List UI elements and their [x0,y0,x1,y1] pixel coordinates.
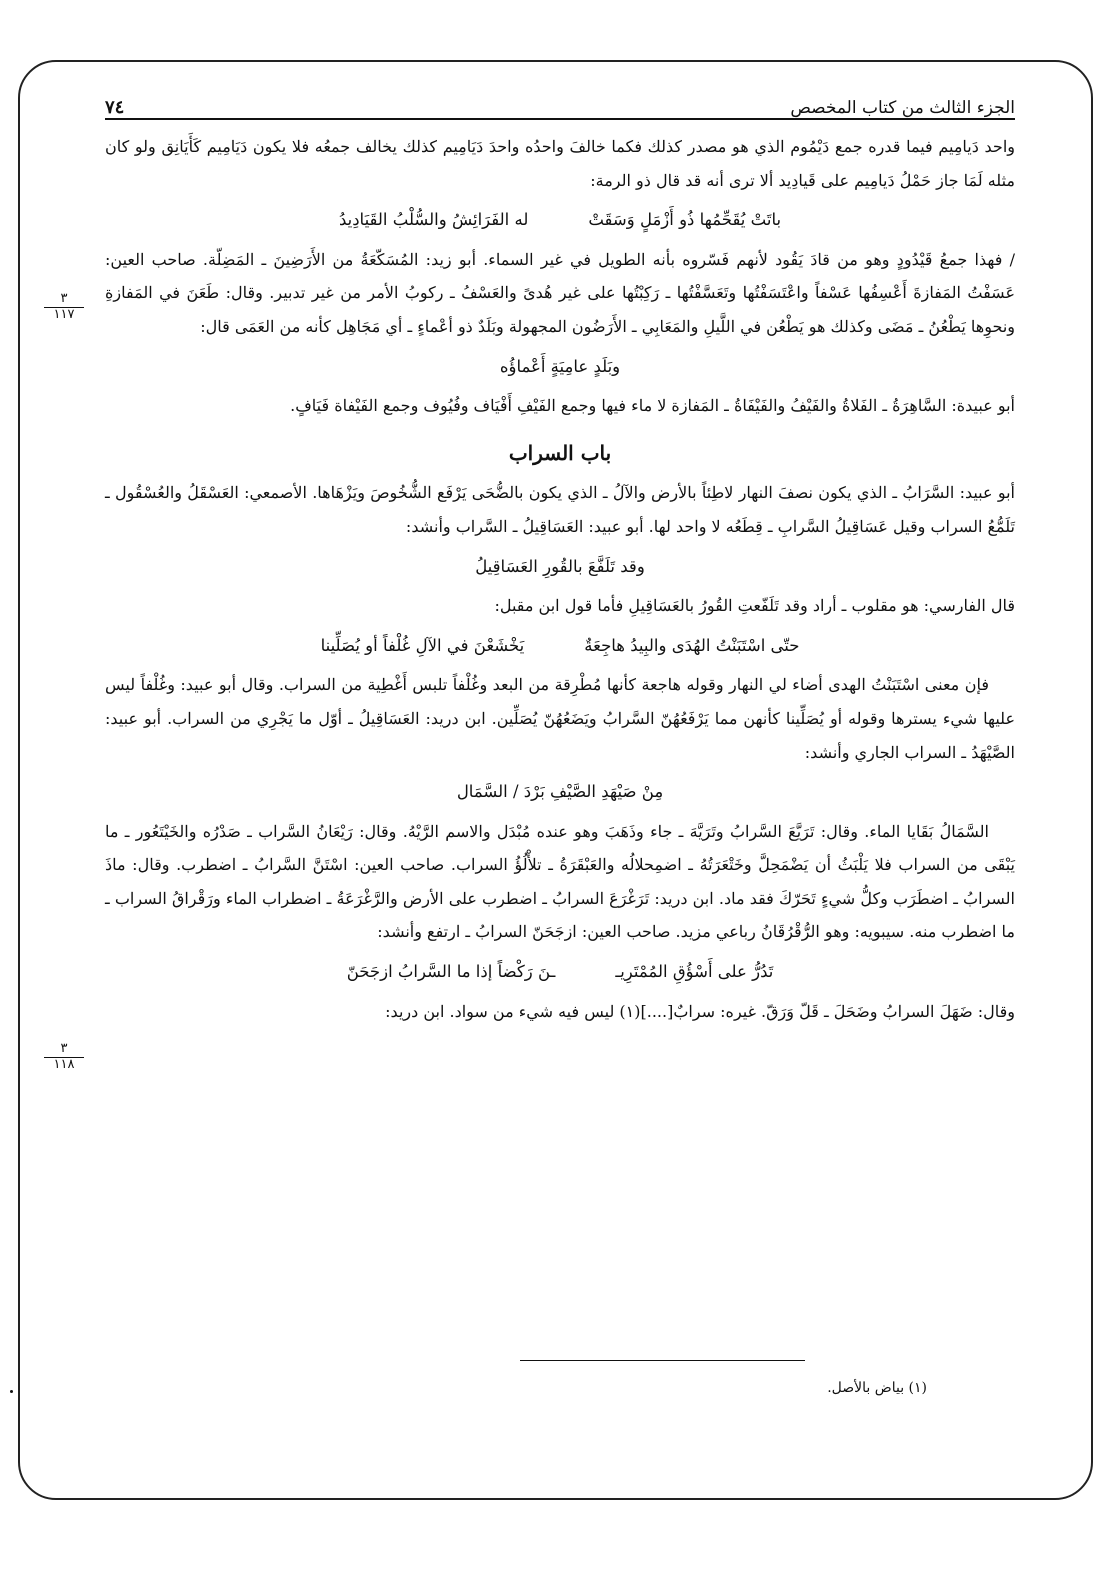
paragraph-6: فإن معنى اسْتَبَنْتُ الهدى أضاء لي النهار وقوله هاجعة كأنها مُطْرِقة من البعد وغُلْفاً تلبس أَغْطِية من السراب. وقال أبو عبيد: وغُلْفاً ليس عليها شيء يسترها وقوله أو يُصَلِّينا كأنهن مما يَرْفَعُهُنّ السَّرابُ ويَضَعُهُنّ يُصَلِّين. ابن دريد: العَسَاقِيلُ ـ أوّل ما يَجْرِي من السراب. أبو عبيد: الصَّيْهَدُ ـ السراب الجاري وأنشد: [105,675,1015,762]
paragraph-2: / فهذا جمعُ قَيْدُودٍ وهو من قادَ يَقُود لأنهم فَسّروه بأنه الطويل في غير السماء. أبو زيد: المُسَكّعَةُ من الأَرَضِينَ ـ المَضِلّة. صاحب العين: عَسَفْتُ المَفازةَ أَعْسِفُها عَسْفاً واعْتَسَفْتُها وتَعَسَّفْتُها ـ رَكِبْتُها على غير هُدىً والعَسْفُ ـ ركوبُ الأمر من غير تدبير. وقال: طَعَنَ في المَفازةِ ونحوِها يَطْعُنُ ـ مَضَى وكذلك هو يَطْعُن في اللَّيلِ والمَعَابِي ـ الأَرَضُون المجهولة وبَلَدٌ ذو أعْماءٍ ـ أي مَجَاهِل كأنه من العَمَى قال: [105,249,1015,336]
footnote-separator [520,1360,805,1361]
paragraph-5: قال الفارسي: هو مقلوب ـ أراد وقد تَلَفّعتِ القُورُ بالعَسَاقِيلِ فأما قول ابن مقبل: [494,596,1015,616]
verse-1 [105,203,1015,237]
verse-2: وبَلَدٍ عامِيَةٍ أَعْماؤُه [499,356,621,376]
page-number: ٧٤ [105,97,125,118]
verse-4 [105,629,1015,663]
footnote: (١) بياض بالأصل. [827,1380,927,1396]
verse-1-hemistich-1: باتَتْ يُقَحِّمُها ذُو أَزْمَلٍ وَسَقَتْ [588,210,782,230]
verse-4-hemistich-1: حتّى اسْتَبَنْتُ الهُدَى والبِيدُ هاجِعَةٌ [584,635,800,655]
margin-reference-2 [44,1042,84,1072]
verse-6-hemistich-1: تَدُرُّ على أَسْؤُقِ المُمْتَرِيـ [615,962,774,982]
verse-1-hemistich-2: له الفَرَائِشُ والسُّلْبُ القَيَادِيدُ [338,210,529,230]
margin-reference-1-page: ١١٧ [53,307,75,322]
running-header [105,78,1015,120]
paragraph-3: أبو عبيدة: السَّاهِرَةُ ـ الفَلاةُ والفَيْفُ والفَيْفَاةُ ـ المَفازة لا ماء فيها وجمع الفَيْفِ أَفْيَاف وفُيُوف وجمع الفَيْفاة فَيَافٍ. [290,396,1015,416]
body-text [105,130,1015,1028]
document-page [105,78,1015,1028]
paragraph-8: وقال: ضَهَلَ السرابُ وضَحَلَ ـ قَلّ وَرَقّ. غيره: سرابٌ[....](١) ليس فيه شيء من سواد. ابن دريد: [385,1001,1015,1021]
margin-reference-2-volume: ٣ [44,1042,84,1058]
paragraph-4: أبو عبيد: السَّرَابُ ـ الذي يكون نصفَ النهار لاطِئاً بالأرض والآلُ ـ الذي يكون بالضُّحَى يَرْفَع الشُّخُوصَ ويَزْهَاها. الأصمعي: العَسْقَلُ والعُسْقُول ـ تَلَمُّعُ السراب وقيل عَسَاقِيلُ السَّرابِ ـ قِطَعُه لا واحد لها. أبو عبيد: العَسَاقِيلُ ـ السَّراب وأنشد: [105,483,1016,536]
paragraph-1: واحد دَيامِيم فيما قدره جمع دَيْمُوم الذي هو مصدر كذلك فكما خالفَ واحدُه واحدَ دَيَامِيم كذلك يخالف جمعُه فلا يكون دَيَامِيم كَأَيَانِق ولو كان مثله لَمَا جاز حَمْلُ دَيامِيم على قَيادِيد ألا ترى أنه قد قال ذو الرمة: [105,137,1015,190]
margin-reference-1-volume: ٣ [44,292,84,308]
margin-dot [10,1390,13,1393]
section-heading: باب السراب [508,440,612,465]
margin-reference-1 [44,292,84,322]
margin-reference-2-page: ١١٨ [53,1057,75,1072]
verse-4-hemistich-2: يَخْشَعْنَ في الآلِ غُلْفاً أو يُصَلِّينا [320,635,525,655]
verse-5: مِنْ صَيْهَدِ الصَّيْفِ بَرْدَ / السَّمَال [456,782,664,802]
verse-6-hemistich-2: ـنَ رَكْضاً إذا ما السَّرابُ ازجَحَنّ [346,962,556,982]
paragraph-7: السَّمَالُ بَقَايا الماء. وقال: تَرَيَّعَ السَّرابُ وتَرَيَّهَ ـ جاء وذَهَبَ وهو عنده مُبْدَل والاسم الرَّيْهُ. وقال: رَيْعَانُ السَّراب ـ صَدْرُه والخَيْتَعُور ـ ما يَبْقَى من السراب فلا يَلْبَثُ أن يَضْمَحِلَّ وخَتْعَرَتُهُ ـ اضمِحلالُه والعَبْقَرَةُ ـ تلأْلُؤُ السراب. صاحب العين: اسْتَنَّ السَّرابُ ـ اضطرب. وقال: ماذَ السرابُ ـ اضطَرَب وكلُّ شيءٍ تَحَرّكَ فقد ماد. ابن دريد: تَرَغْرَعَ السرابُ ـ اضطرب على الأرض والرَّغْرَعَةُ ـ اضطراب الماء ورَقْراقُ السراب ـ ما اضطرب منه. سيبويه: وهو الرُّقْرُقَانُ رباعي مزيد. صاحب العين: ازجَحَنّ السرابُ ـ ارتفع وأنشد: [105,821,1015,942]
book-title: الجزء الثالث من كتاب المخصص [790,98,1015,118]
verse-3: وقد تَلَفَّعَ بالقُورِ العَسَاقِيلُ [475,556,645,576]
verse-6 [105,955,1015,989]
